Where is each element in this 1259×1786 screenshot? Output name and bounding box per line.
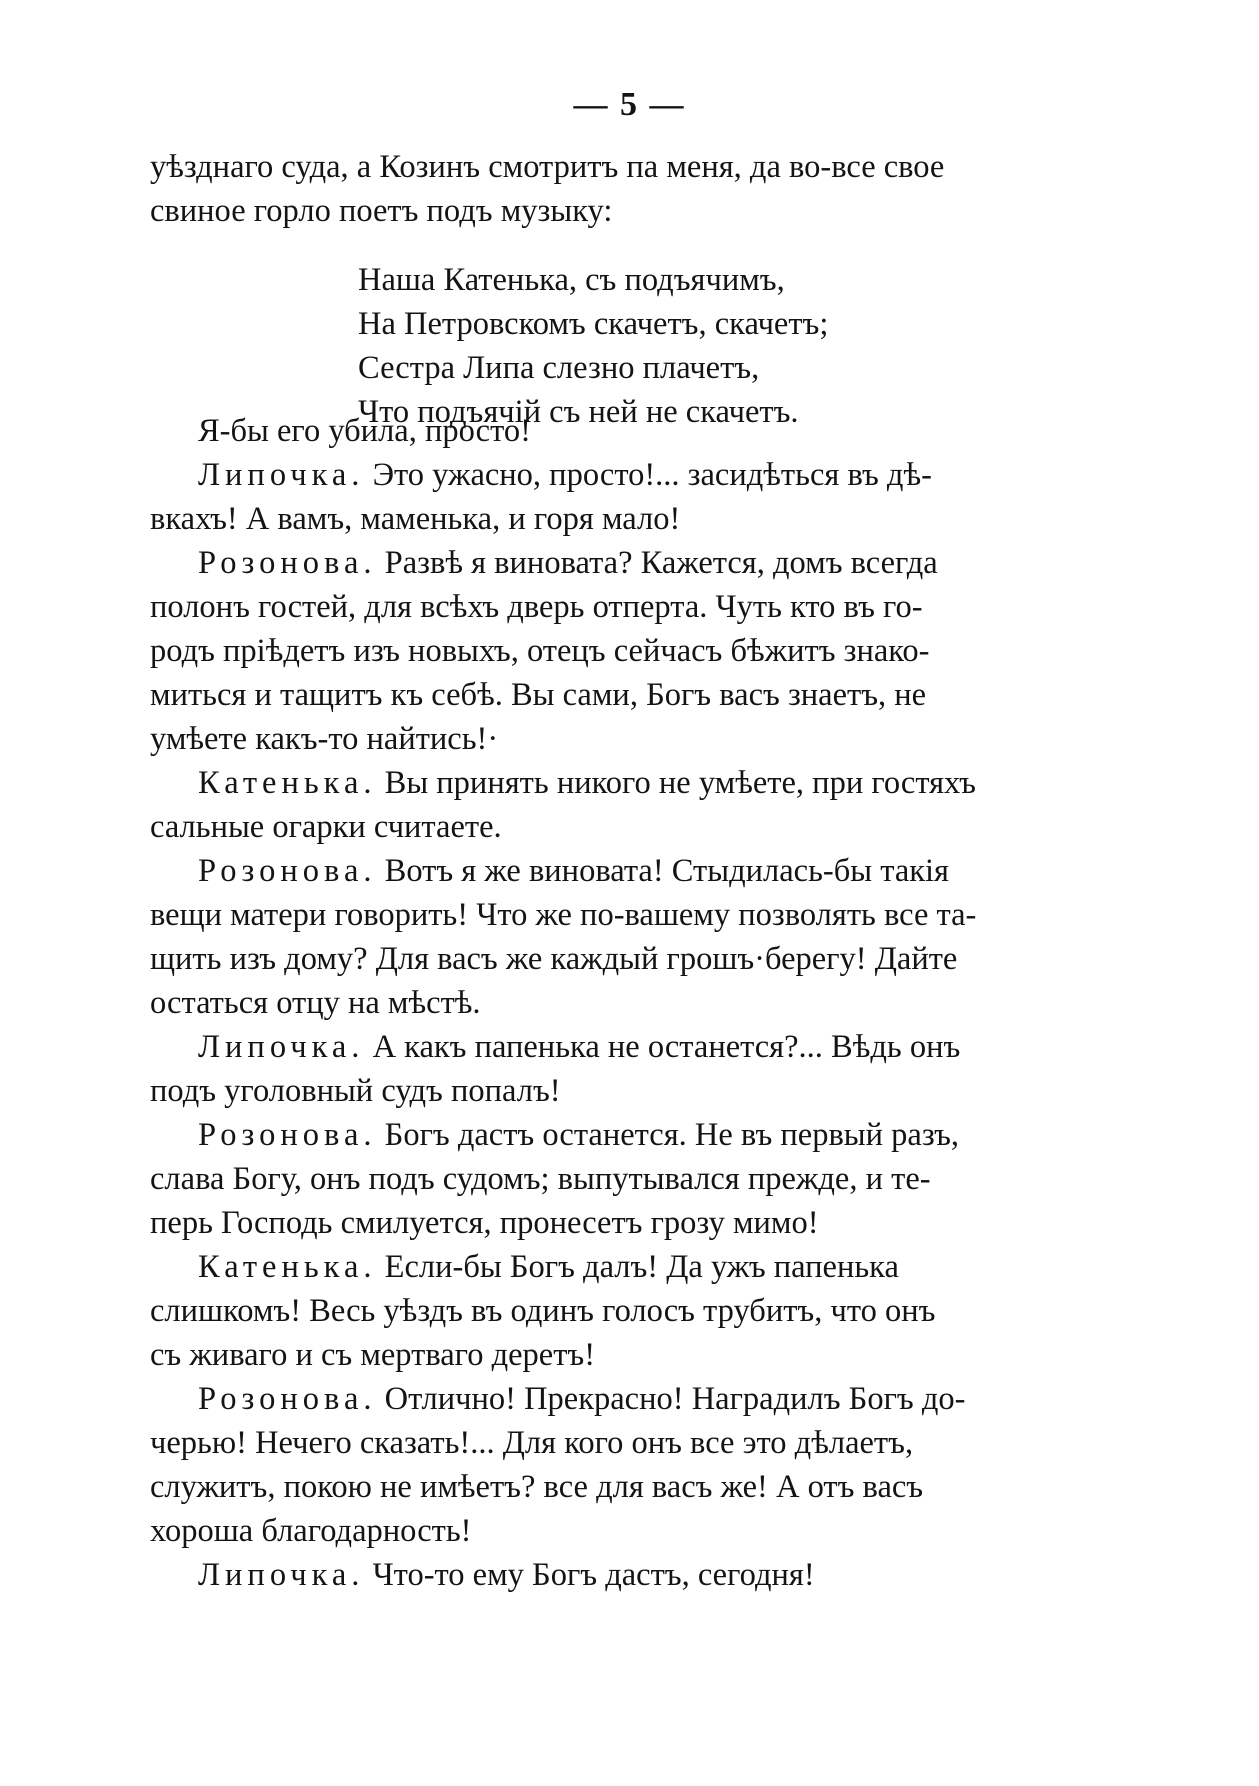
speaker-name: Катенька. xyxy=(198,1249,377,1285)
speaker-name: Розонова. xyxy=(198,545,377,581)
speech-line xyxy=(150,893,1116,937)
speech-text: Если-бы Богъ далъ! Да ужъ папенька xyxy=(384,1249,899,1285)
speech-first-line xyxy=(150,761,1116,805)
speech-text: Отлично! Прекрасно! Наградилъ Богъ до- xyxy=(384,1381,966,1417)
speech-first-line xyxy=(150,453,1116,497)
speech-text: Что-то ему Богъ дастъ, сегодня! xyxy=(372,1557,815,1593)
speech-first-line xyxy=(150,1245,1116,1289)
speech-text: Богъ дастъ останется. Не въ первый разъ, xyxy=(384,1117,960,1153)
speech-text: миться и тащитъ къ себѣ. Вы сами, Богъ васъ знаетъ, не xyxy=(150,677,927,713)
speaker-name: Катенька. xyxy=(198,765,377,801)
speech-text: черью! Нечего сказать!... Для кого онъ все это дѣлаетъ, xyxy=(150,1425,914,1461)
speech-text: родъ пріѣдетъ изъ новыхъ, отецъ сейчасъ бѣжитъ знако- xyxy=(150,633,930,669)
speaker-name: Липочка. xyxy=(198,457,365,493)
speech-text: сальные огарки считаете. xyxy=(150,809,502,845)
speech-first-line xyxy=(150,849,1116,893)
speech-text: вещи матери говорить! Что же по-вашему позволять все та- xyxy=(150,897,977,933)
speaker-name: Липочка. xyxy=(198,1029,365,1065)
speech-text: щить изъ дому? Для васъ же каждый грошъ·берегу! Дайте xyxy=(150,941,958,977)
dialogue-list xyxy=(150,453,1116,1597)
speech-block xyxy=(150,1377,1116,1553)
speech-line xyxy=(150,1289,1116,1333)
speech-text: А какъ папенька не останется?... Вѣдь онъ xyxy=(372,1029,961,1065)
verse-line: Что подъячій съ ней не скачетъ. xyxy=(358,394,799,430)
speech-text: Это ужасно, просто!... засидѣться въ дѣ- xyxy=(372,457,932,493)
speech-text: хороша благодарность! xyxy=(150,1513,472,1549)
speech-line xyxy=(150,1069,1116,1113)
speech-line xyxy=(150,1333,1116,1377)
speech-block xyxy=(150,1025,1116,1113)
text-line: уѣзднаго суда, а Козинъ смотритъ па меня, да во-все свое xyxy=(150,149,945,185)
speech-line xyxy=(150,1465,1116,1509)
speech-block xyxy=(150,541,1116,761)
speech-line xyxy=(150,673,1116,717)
speech-text: подъ уголовный судъ попалъ! xyxy=(150,1073,561,1109)
speech-block xyxy=(150,1553,1116,1597)
speech-line xyxy=(150,1421,1116,1465)
speech-line xyxy=(150,585,1116,629)
speech-text: Вотъ я же виновата! Стыдилась-бы такія xyxy=(384,853,950,889)
speech-first-line xyxy=(150,1377,1116,1421)
speech-line xyxy=(150,717,1116,761)
speech-line xyxy=(150,937,1116,981)
speech-block xyxy=(150,1245,1116,1377)
speech-text: умѣете какъ-то найтись!· xyxy=(150,721,499,757)
speech-line xyxy=(150,981,1116,1025)
speech-text: слишкомъ! Весь уѣздъ въ одинъ голосъ трубитъ, что онъ xyxy=(150,1293,936,1329)
page-number: — 5 — xyxy=(573,86,686,123)
speaker-name: Розонова. xyxy=(198,1381,377,1417)
speech-line xyxy=(150,629,1116,673)
speech-first-line xyxy=(150,1113,1116,1157)
speech-block xyxy=(150,1113,1116,1245)
speech-line xyxy=(150,1157,1116,1201)
speech-text: перь Господь смилуется, пронесетъ грозу мимо! xyxy=(150,1205,819,1241)
speech-first-line xyxy=(150,541,1116,585)
verse-line: На Петровскомъ скачетъ, скачетъ; xyxy=(358,306,829,342)
opening-paragraph xyxy=(150,145,1116,233)
speech-text: съ живаго и съ мертваго деретъ! xyxy=(150,1337,596,1373)
speech-first-line xyxy=(150,1025,1116,1069)
speech-block xyxy=(150,849,1116,1025)
speech-text: слава Богу, онъ подъ судомъ; выпутывался прежде, и те- xyxy=(150,1161,931,1197)
speech-text: полонъ гостей, для всѣхъ дверь отперта. Чуть кто въ го- xyxy=(150,589,923,625)
verse-line: Наша Катенька, съ подъячимъ, xyxy=(358,262,785,298)
speech-block xyxy=(150,453,1116,541)
speech-block xyxy=(150,761,1116,849)
speaker-name: Липочка. xyxy=(198,1557,365,1593)
speech-text: остаться отцу на мѣстѣ. xyxy=(150,985,481,1021)
speaker-name: Розонова. xyxy=(198,1117,377,1153)
verse-line: Сестра Липа слезно плачетъ, xyxy=(358,350,760,386)
speaker-name: Розонова. xyxy=(198,853,377,889)
text-line: свиное горло поетъ подъ музыку: xyxy=(150,193,613,229)
speech-text: служитъ, покою не имѣетъ? все для васъ же! А отъ васъ xyxy=(150,1469,924,1505)
speech-first-line xyxy=(150,1553,1116,1597)
song-verse xyxy=(358,258,828,434)
speech-line xyxy=(150,497,1116,541)
dialogue-block xyxy=(150,409,1116,1597)
speech-text: Развѣ я виновата? Кажется, домъ всегда xyxy=(384,545,938,581)
speech-line xyxy=(150,805,1116,849)
speech-text: вкахъ! А вамъ, маменька, и горя мало! xyxy=(150,501,681,537)
speech-line xyxy=(150,1509,1116,1553)
text-line: Я-бы его убила, просто! xyxy=(198,413,531,449)
speech-line xyxy=(150,1201,1116,1245)
speech-text: Вы принять никого не умѣете, при гостяхъ xyxy=(384,765,976,801)
